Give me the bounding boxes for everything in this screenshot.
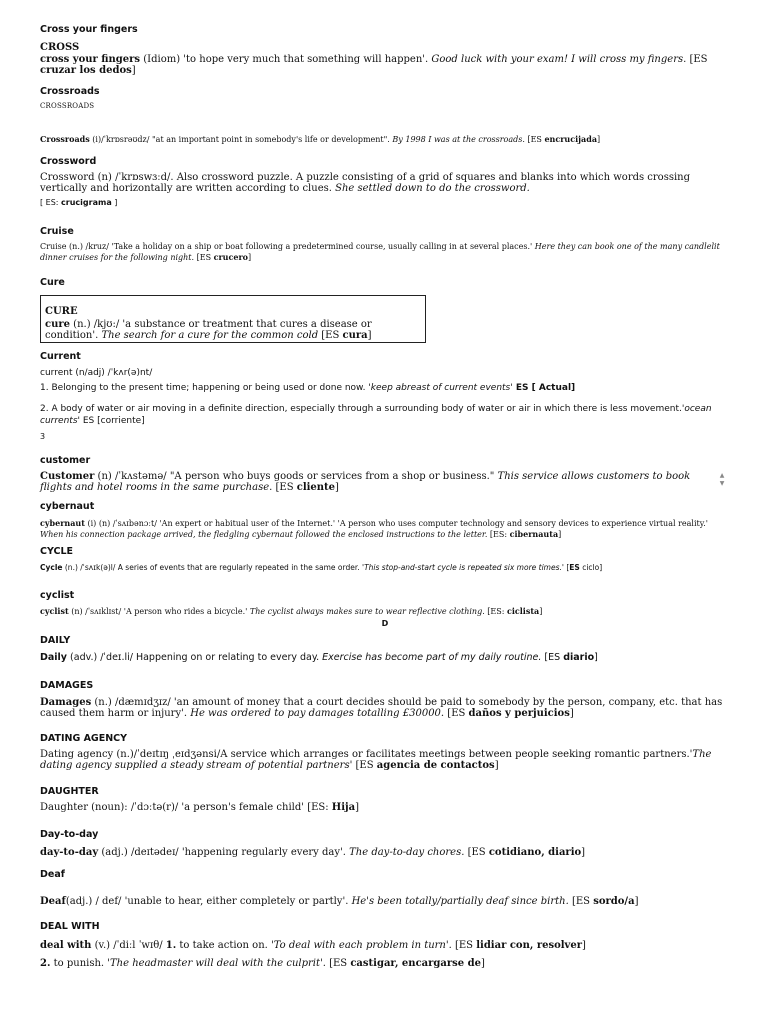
entry-translation: crucero: [213, 252, 249, 262]
entry-heading-daughter: DAUGHTER: [40, 786, 99, 797]
es-open: [ ES:: [40, 198, 62, 207]
sense-number: 1.: [165, 940, 177, 951]
entry-number: 3: [40, 432, 46, 441]
entry-translation: castigar, encargarse de: [350, 958, 481, 969]
entry-body-cruise: [40, 242, 730, 263]
entry-term: deal with: [40, 940, 92, 951]
scroll-down-icon[interactable]: ▼: [719, 480, 725, 487]
es-close: ]: [539, 607, 543, 616]
entry-example: 'The dating agency supplied a steady stream of potential partners': [40, 749, 712, 771]
entry-body-day-to-day: [40, 847, 730, 858]
entry-example: He's been totally/partially deaf since birth.: [351, 896, 569, 907]
entry-body-daughter: [40, 802, 730, 813]
es-open: [ES: [352, 760, 377, 771]
entry-heading-cybernaut: cybernaut: [40, 501, 95, 512]
es-close: ]: [558, 530, 562, 539]
entry-body-deaf: [40, 896, 730, 907]
es-open: [ES: [568, 896, 594, 907]
entry-example: This service allows customers to book flights and hotel rooms in the same purchase.: [40, 471, 691, 493]
es-close: ]: [480, 958, 485, 969]
entry-body-crossword: [40, 172, 730, 194]
entry-definition: (i)/ˈkrɒsrəʊdz/ "at an important point in somebody's life or development".: [89, 135, 393, 144]
entry-translation: cliente: [296, 482, 336, 493]
es-open: [ES: [541, 652, 564, 663]
entry-translation: ciclista: [506, 606, 540, 616]
entry-example: 'The headmaster will deal with the culprit': [107, 958, 323, 969]
es-open: [ES:: [307, 802, 332, 813]
entry-definition: (adj.) / def/ 'unable to hear, either completely or partly'.: [65, 896, 352, 907]
entry-body-damages: [40, 697, 730, 719]
entry-heading-cycle: CYCLE: [40, 546, 74, 557]
entry-definition: Cruise (n.) /kruz/ 'Take a holiday on a ship or boat following a predetermined course, usually calling in at several places.': [40, 242, 535, 251]
entry-example: Here they can book one of the many candlelit dinner cruises for the following night.: [40, 242, 720, 262]
entry-translation: cibernauta: [509, 529, 559, 539]
entry-translation: sordo/a: [593, 896, 635, 907]
entry-example: Exercise has become part of my daily routine.: [322, 652, 542, 663]
es-close: ]: [248, 253, 252, 262]
entry-example: 'This stop-and-start cycle is repeated six more times.': [362, 563, 564, 572]
entry-example: 'To deal with each problem in turn': [271, 940, 449, 951]
entry-term: Damages: [40, 697, 92, 708]
entry-term: cybernaut: [40, 518, 85, 528]
es-open: [ES: [272, 482, 297, 493]
entry-heading-crossroads: Crossroads: [40, 86, 100, 97]
entry-translation: lidiar con, resolver: [476, 940, 582, 951]
entry-example: 'ocean currents': [40, 404, 712, 426]
entry-translation: encrucijada: [544, 134, 598, 144]
entry-translation: ES [ Actual]: [512, 383, 576, 393]
entry-term: Crossroads: [40, 134, 90, 144]
es-close: ]: [581, 847, 586, 858]
entry-term: day-to-day: [40, 847, 99, 858]
entry-term: Cycle: [40, 563, 63, 572]
es-open: [ES: [464, 847, 489, 858]
es-close: ]: [111, 198, 118, 207]
entry-subheading-cross: CROSS: [40, 42, 80, 53]
entry-body-dating-agency: [40, 749, 730, 771]
es-close: ciclo]: [579, 563, 603, 572]
entry-example: The cyclist always makes sure to wear reflective clothing.: [249, 607, 485, 616]
entry-pronunciation-current: current (n/adj) /ˈkʌr(ə)nt/: [40, 368, 153, 378]
es-close: ]: [634, 896, 639, 907]
es-open: [ES: [524, 135, 545, 144]
es-open: . [ES: [448, 940, 477, 951]
entry-heading-daily: DAILY: [40, 635, 71, 646]
entry-example: By 1998 I was at the crossroads.: [392, 135, 525, 144]
entry-heading-current: Current: [40, 351, 81, 362]
entry-definition: (n.) /dæmɪdʒɪz/ 'an amount of money that a court decides should be paid to somebody by the person, company, etc. that has caused them harm or injury'.: [40, 697, 723, 719]
entry-example: 'keep abreast of current events': [368, 383, 513, 393]
entry-translation: cotidiano, diario: [488, 847, 582, 858]
entry-translation: Hija: [331, 802, 356, 813]
entry-definition: (adj.) /deɪtədeɪ/ 'happening regularly every day'.: [98, 847, 350, 858]
entry-definition: 1. Belonging to the present time; happening or being used or done now.: [40, 383, 369, 393]
entry-example: She settled down to do the crossword.: [335, 183, 530, 194]
entry-translation: daños y perjuicios: [468, 708, 570, 719]
es-open: [ES: [444, 708, 469, 719]
es-close: ]: [494, 760, 499, 771]
entry-body-daily: [40, 652, 730, 663]
entry-heading-cure: Cure: [40, 277, 65, 288]
entry-heading-dating-agency: DATING AGENCY: [40, 733, 128, 744]
es-close: ]: [335, 482, 339, 493]
entry-example: When his connection package arrived, the fledgling cybernaut followed the enclosed instructions to the letter.: [40, 530, 488, 539]
entry-heading-cyclist: cyclist: [40, 590, 75, 601]
entry-heading-cross-your-fingers: Cross your fingers: [40, 24, 138, 35]
entry-example: The day-to-day chores.: [349, 847, 465, 858]
es-open: [ES: [318, 330, 343, 341]
entry-definition: 2. A body of water or air moving in a definite direction, especially through a surrounding body of water or air in which there is less movement.: [40, 404, 682, 414]
entry-definition: (Idiom) 'to hope very much that something will happen'.: [140, 54, 432, 65]
entry-definition: (i) (n) /ˈsʌɪbənɔːt/ 'An expert or habitual user of the Internet.' 'A person who uses computer technology and sensory devices to experience virtual reality.': [84, 519, 708, 528]
es-close: ]: [582, 940, 586, 951]
scroll-up-icon[interactable]: ▲: [719, 472, 725, 479]
entry-example: He was ordered to pay damages totalling £30000.: [190, 708, 445, 719]
entry-translation: cura: [342, 330, 368, 341]
entry-sense-2-current: [40, 403, 730, 427]
entry-sense-1-deal-with: [40, 940, 730, 951]
es-open: [ES:: [487, 530, 510, 539]
entry-example: Good luck with your exam! I will cross my fingers.: [431, 54, 687, 65]
es-open: [ES:: [484, 607, 507, 616]
entry-translation: diario: [563, 652, 595, 663]
cure-box: [40, 295, 426, 343]
entry-heading-crossword: Crossword: [40, 156, 97, 167]
entry-heading-day-to-day: Day-to-day: [40, 829, 99, 840]
entry-definition: (adv.) /ˈdeɪ.li/ Happening on or relating to every day.: [67, 652, 323, 663]
es-open: [: [563, 563, 570, 572]
entry-body-cross-your-fingers: [40, 54, 730, 76]
entry-translation: ES: [569, 563, 580, 572]
entry-sense-1-current: [40, 383, 730, 393]
entry-term: cyclist: [40, 606, 69, 616]
es-open: [ES: [686, 54, 708, 65]
entry-body-crossroads: [40, 134, 730, 145]
entry-term: Daily: [40, 652, 68, 663]
entry-heading-deal-with: DEAL WITH: [40, 921, 100, 932]
entry-heading-customer: customer: [40, 455, 91, 466]
entry-sense-2-deal-with: [40, 958, 730, 969]
entry-definition: (v.) /ˈdiːl ˈwɪθ/: [91, 940, 166, 951]
entry-body-cybernaut: [40, 518, 730, 540]
entry-heading-deaf: Deaf: [40, 869, 65, 880]
mini-scrollbar[interactable]: [717, 472, 727, 492]
entry-sense: to take action on.: [176, 940, 271, 951]
section-letter-d: D: [381, 619, 389, 628]
entry-translation: ES [corriente]: [80, 416, 145, 426]
entry-body-customer: [40, 471, 715, 493]
entry-heading-cruise: Cruise: [40, 226, 74, 237]
es-close: ]: [131, 65, 136, 76]
entry-translation-crossword: [40, 198, 730, 207]
entry-definition: (n) /ˈkʌstəmə/ "A person who buys goods or services from a shop or business.": [94, 471, 498, 482]
es-close: ]: [367, 330, 372, 341]
es-close: ]: [355, 802, 360, 813]
entry-body-cyclist: [40, 606, 730, 617]
entry-definition: (n) /ˈsʌɪklɪst/ 'A person who rides a bicycle.': [68, 607, 250, 616]
entry-body-cure: [45, 319, 421, 341]
entry-term: Customer: [40, 471, 95, 482]
entry-translation: crucigrama: [61, 198, 112, 207]
entry-definition: (n.) /ˈsʌɪk(ə)l/ A series of events that are regularly repeated in the same order.: [62, 563, 363, 572]
es-close: ]: [569, 708, 574, 719]
entry-translation: cruzar los dedos: [40, 65, 132, 76]
entry-sense: to punish.: [50, 958, 108, 969]
es-close: ]: [594, 652, 598, 663]
entry-term: cure: [45, 319, 70, 330]
entry-definition: Dating agency (n.)/ˈdeɪtɪŋ ˌeɪdʒənsi/A service which arranges or facilitates meetings between people seeking romantic partners.: [40, 749, 690, 760]
entry-definition: (n.) /kjʊ:/ 'a substance or treatment that cures a disease or condition'.: [45, 319, 372, 341]
entry-example: The search for a cure for the common cold: [101, 330, 319, 341]
entry-term: Deaf: [40, 896, 66, 907]
entry-subheading-cure: CURE: [45, 306, 78, 317]
entry-body-cycle: [40, 563, 730, 572]
es-close: ]: [597, 135, 601, 144]
sense-number: 2.: [40, 958, 51, 969]
entry-translation: agencia de contactos: [376, 760, 495, 771]
es-open: . [ES: [322, 958, 351, 969]
es-open: [ES: [194, 253, 214, 262]
entry-subheading-crossroads: CROSSROADS: [40, 102, 95, 110]
entry-definition: Crossword (n) /ˈkrɒswɜːd/. Also crossword puzzle. A puzzle consisting of a grid of squares and blanks into which words crossing vertically and horizontally are written according to clues.: [40, 172, 691, 194]
entry-definition: Daughter (noun): /ˈdɔːtə(r)/ 'a person's female child': [40, 802, 308, 813]
entry-heading-damages: DAMAGES: [40, 680, 94, 691]
entry-term: cross your fingers: [40, 54, 141, 65]
